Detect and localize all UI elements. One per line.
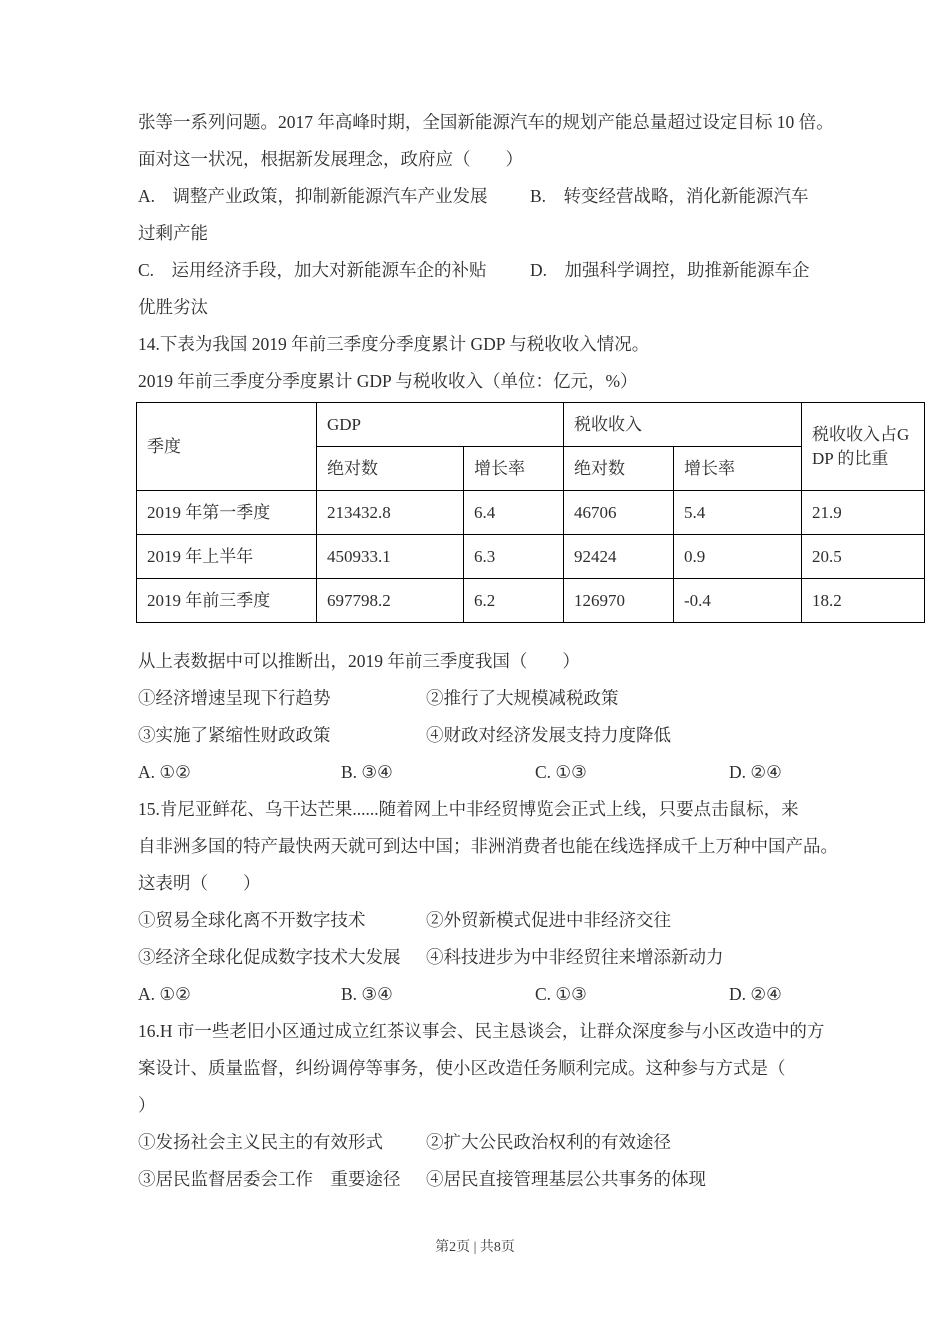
q13-option-b: B. 转变经营战略，消化新能源汽车 xyxy=(530,186,809,206)
cell-tax-abs: 126970 xyxy=(564,579,674,623)
q15-choice-d: D. ②④ xyxy=(729,984,782,1004)
q14-question: 从上表数据中可以推断出，2019 年前三季度我国（ ） xyxy=(138,651,580,671)
q14-stem: 14.下表为我国 2019 年前三季度分季度累计 GDP 与税收收入情况。 xyxy=(138,334,650,354)
table-row xyxy=(137,579,925,623)
q15-stem-line-1: 15.肯尼亚鲜花、乌干达芒果......随着网上中非经贸博览会正式上线，只要点击鼠标，来 xyxy=(138,799,799,819)
header-gdp-rate: 增长率 xyxy=(464,447,564,491)
q15-item-4: ④科技进步为中非经贸往来增添新动力 xyxy=(426,947,724,967)
cell-gdp-rate: 6.3 xyxy=(464,535,564,579)
q14-item-2: ②推行了大规模减税政策 xyxy=(426,688,619,708)
header-quarter: 季度 xyxy=(137,403,317,491)
q15-item-2: ②外贸新模式促进中非经济交往 xyxy=(426,910,671,930)
table-header-row-1 xyxy=(137,403,925,447)
header-tax: 税收收入 xyxy=(564,403,802,447)
cell-tax-abs: 46706 xyxy=(564,491,674,535)
table-row xyxy=(137,491,925,535)
cell-tax-rate: 0.9 xyxy=(674,535,802,579)
q14-choice-d: D. ②④ xyxy=(729,762,782,782)
page-number-footer: 第2页 | 共8页 xyxy=(435,1240,515,1255)
q13-stem-line-1: 张等一系列问题。2017 年高峰时期，全国新能源汽车的规划产能总量超过设定目标 10 倍。 xyxy=(138,112,834,132)
q13-option-b-continuation: 过剩产能 xyxy=(138,223,208,243)
cell-tax-rate: 5.4 xyxy=(674,491,802,535)
q13-option-d-continuation: 优胜劣汰 xyxy=(138,297,208,317)
header-gdp: GDP xyxy=(317,403,564,447)
cell-ratio: 20.5 xyxy=(802,535,925,579)
cell-gdp-abs: 697798.2 xyxy=(317,579,464,623)
q15-stem-line-2: 自非洲多国的特产最快两天就可到达中国；非洲消费者也能在线选择成千上万种中国产品。 xyxy=(138,836,838,856)
q14-choice-c: C. ①③ xyxy=(535,762,587,782)
cell-gdp-abs: 213432.8 xyxy=(317,491,464,535)
q15-items-row-2 xyxy=(138,939,816,976)
q15-choices-row xyxy=(138,976,816,1013)
q16-stem-line-2: 案设计、质量监督，纠纷调停等事务，使小区改造任务顺利完成。这种参与方式是（ xyxy=(138,1058,786,1078)
header-ratio: 税收收入占GDP 的比重 xyxy=(802,403,925,491)
header-tax-rate: 增长率 xyxy=(674,447,802,491)
q16-items-row-1 xyxy=(138,1124,816,1161)
cell-gdp-rate: 6.2 xyxy=(464,579,564,623)
cell-quarter: 2019 年上半年 xyxy=(137,535,317,579)
q14-choices-row xyxy=(138,754,816,791)
q15-choice-c: C. ①③ xyxy=(535,984,587,1004)
cell-ratio: 18.2 xyxy=(802,579,925,623)
cell-quarter: 2019 年前三季度 xyxy=(137,579,317,623)
q16-item-1: ①发扬社会主义民主的有效形式 xyxy=(138,1132,383,1152)
q14-table-title: 2019 年前三季度分季度累计 GDP 与税收收入（单位：亿元，%） xyxy=(138,371,638,391)
q15-items-row-1 xyxy=(138,902,816,939)
q15-item-3: ③经济全球化促成数字技术大发展 xyxy=(138,947,401,967)
q13-option-d: D. 加强科学调控，助推新能源车企 xyxy=(530,260,810,280)
q14-choice-b: B. ③④ xyxy=(341,762,393,782)
cell-gdp-rate: 6.4 xyxy=(464,491,564,535)
q14-item-3: ③实施了紧缩性财政政策 xyxy=(138,725,331,745)
q15-choice-b: B. ③④ xyxy=(341,984,393,1004)
cell-quarter: 2019 年第一季度 xyxy=(137,491,317,535)
q14-items-row-1 xyxy=(138,680,816,717)
cell-tax-abs: 92424 xyxy=(564,535,674,579)
q14-item-1: ①经济增速呈现下行趋势 xyxy=(138,688,331,708)
q16-items-row-2 xyxy=(138,1161,816,1198)
q15-choice-a: A. ①② xyxy=(138,984,191,1004)
q13-options-row-ab xyxy=(138,178,816,215)
gdp-tax-table xyxy=(136,402,925,623)
q14-choice-a: A. ①② xyxy=(138,762,191,782)
header-tax-abs: 绝对数 xyxy=(564,447,674,491)
q16-item-2: ②扩大公民政治权利的有效途径 xyxy=(426,1132,671,1152)
q14-items-row-2 xyxy=(138,717,816,754)
q15-stem-line-3: 这表明（ ） xyxy=(138,873,261,893)
cell-ratio: 21.9 xyxy=(802,491,925,535)
q13-stem-line-2: 面对这一状况，根据新发展理念，政府应（ ） xyxy=(138,149,523,169)
q14-item-4: ④财政对经济发展支持力度降低 xyxy=(426,725,671,745)
table-row xyxy=(137,535,925,579)
q16-stem-line-1: 16.H 市一些老旧小区通过成立红茶议事会、民主恳谈会，让群众深度参与小区改造中的方 xyxy=(138,1021,825,1041)
q13-options-row-cd xyxy=(138,252,816,289)
q16-item-4: ④居民直接管理基层公共事务的体现 xyxy=(426,1169,706,1189)
q13-option-c: C. 运用经济手段，加大对新能源车企的补贴 xyxy=(138,260,487,280)
cell-gdp-abs: 450933.1 xyxy=(317,535,464,579)
q16-item-3: ③居民监督居委会工作 重要途径 xyxy=(138,1169,401,1189)
header-gdp-abs: 绝对数 xyxy=(317,447,464,491)
q13-option-a: A. 调整产业政策，抑制新能源汽车产业发展 xyxy=(138,186,488,206)
cell-tax-rate: -0.4 xyxy=(674,579,802,623)
q16-stem-line-3: ） xyxy=(138,1095,156,1115)
q15-item-1: ①贸易全球化离不开数字技术 xyxy=(138,910,366,930)
